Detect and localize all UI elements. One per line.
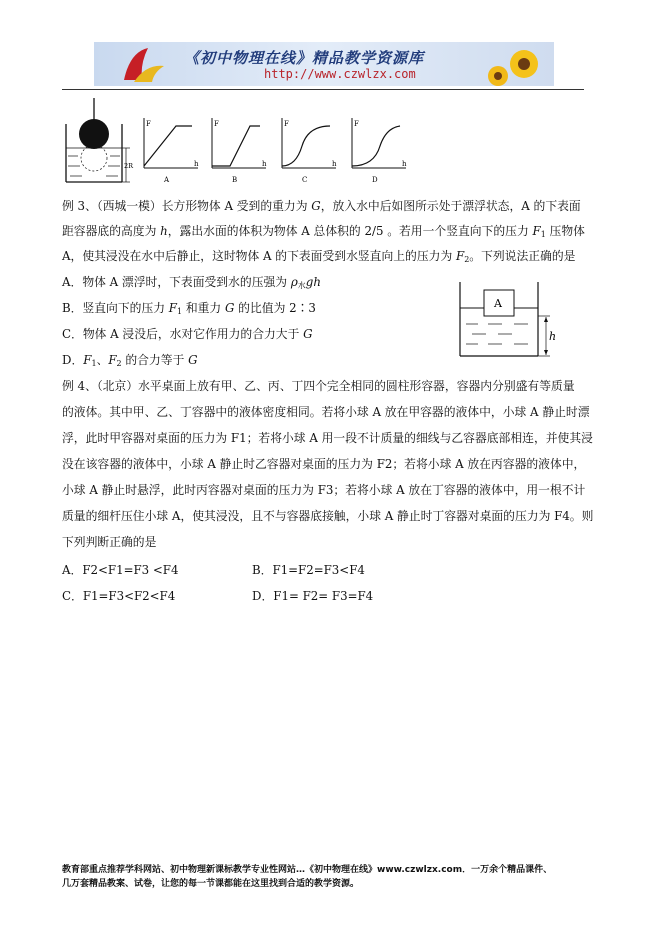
graph-d-option-label: D <box>372 176 378 184</box>
graph-d-h-label: h <box>402 160 407 168</box>
top-figure <box>62 96 407 184</box>
beaker-2r-label: 2R <box>124 162 134 170</box>
banner-title: 《初中物理在线》精品教学资源库 <box>184 49 425 67</box>
ex3-option-b: B．竖直向下的压力 $F_1$ 和重力 G 的比值为 2∶3 <box>62 301 316 316</box>
beaker-diagram <box>66 98 134 182</box>
graph-b-option-label: B <box>232 176 238 184</box>
ex4-line-2: 的液体。其中甲、乙、丁容器中的液体密度相同。若将小球 A 放在甲容器的液体中，小球 A 静止时漂 <box>62 405 590 419</box>
page-footer <box>62 863 602 891</box>
height-h-label: h <box>549 330 557 343</box>
ex4-line-1: 例 4、（北京）水平桌面上放有甲、乙、丙、丁四个完全相同的圆柱形容器，容器内分别盛有等质量 <box>62 379 575 393</box>
header-banner <box>94 42 554 86</box>
graph-a-curve <box>144 126 192 166</box>
footer-line-2: 几万套精品教案、试卷，让您的每一节课都能在这里找到合适的教学资源。 <box>62 879 360 889</box>
ex4-line-5: 小球 A 静止时悬浮，此时丙容器对桌面的压力为 F3；若将小球 A 放在丁容器的液体中，用一根不计 <box>62 483 586 497</box>
graph-b-h-label: h <box>262 160 267 168</box>
ex3-line-2: 距容器底的高度为 h，露出水面的体积为物体 A 总体积的 2/5 。若用一个竖直向下的压力 $F_1$ 压物体 <box>62 224 585 239</box>
ex4-line-3: 浮，此时甲容器对桌面的压力为 F1；若将小球 A 用一段不计质量的细线与乙容器底部相连，并使其浸 <box>62 431 593 445</box>
graph-c-h-label: h <box>332 160 337 168</box>
ex4-option-b: B．F1=F2=F3<F4 <box>252 563 365 577</box>
graph-b-curve <box>212 126 260 166</box>
ex3-option-c: C．物体 A 浸没后，水对它作用力的合力大于 G <box>62 327 313 341</box>
ex3-container-figure <box>458 280 562 360</box>
graph-options <box>144 118 407 184</box>
graph-c-curve <box>282 126 330 166</box>
graph-a-h-label: h <box>194 160 199 168</box>
ex3-line-3: A，使其浸没在水中后静止，这时物体 A 的下表面受到水竖直向上的压力为 $F_2$。下列说法正确的是 <box>62 249 576 264</box>
graph-d-f-label: F <box>354 120 359 128</box>
header-divider <box>62 89 584 90</box>
ex4-option-c: C．F1=F3<F2<F4 <box>62 589 176 603</box>
ex4-option-a: A．F2<F1=F3 <F4 <box>62 563 179 577</box>
ex4-line-6: 质量的细杆压住小球 A，使其浸没，且不与容器底接触，小球 A 静止时丁容器对桌面的压力为 F4。则 <box>62 509 594 523</box>
graph-d-curve <box>352 126 400 166</box>
ex4-option-d: D．F1= F2= F3=F4 <box>252 589 374 603</box>
graph-c-f-label: F <box>284 120 289 128</box>
graph-c-option-label: C <box>302 176 308 184</box>
banner-url: http://www.czwlzx.com <box>264 67 416 81</box>
footer-line-1: 教育部重点推荐学科网站、初中物理新课标教学专业性网站…《初中物理在线》www.czwlzx.com．一万余个精品课件、 <box>62 865 553 875</box>
ex4-line-4: 没在该容器的液体中，小球 A 静止时乙容器对桌面的压力为 F2；若将小球 A 放在丙容器的液体中， <box>62 457 586 471</box>
block-a-label: A <box>494 297 502 310</box>
ex3-line-1: 例 3、（西城一模）长方形物体 A 受到的重力为 G，放入水中后如图所示处于漂浮状态，A 的下表面 <box>62 199 581 213</box>
graph-a-f-label: F <box>146 120 151 128</box>
ex3-option-d: D．$F_1$、$F_2$ 的合力等于 G <box>62 353 198 368</box>
ex3-option-a: A．物体 A 漂浮时，下表面受到水的压强为 $\rho_水gh$ <box>62 275 321 290</box>
ex4-line-7: 下列判断正确的是 <box>62 535 157 549</box>
graph-b-f-label: F <box>214 120 219 128</box>
graph-a-option-label: A <box>164 176 170 184</box>
